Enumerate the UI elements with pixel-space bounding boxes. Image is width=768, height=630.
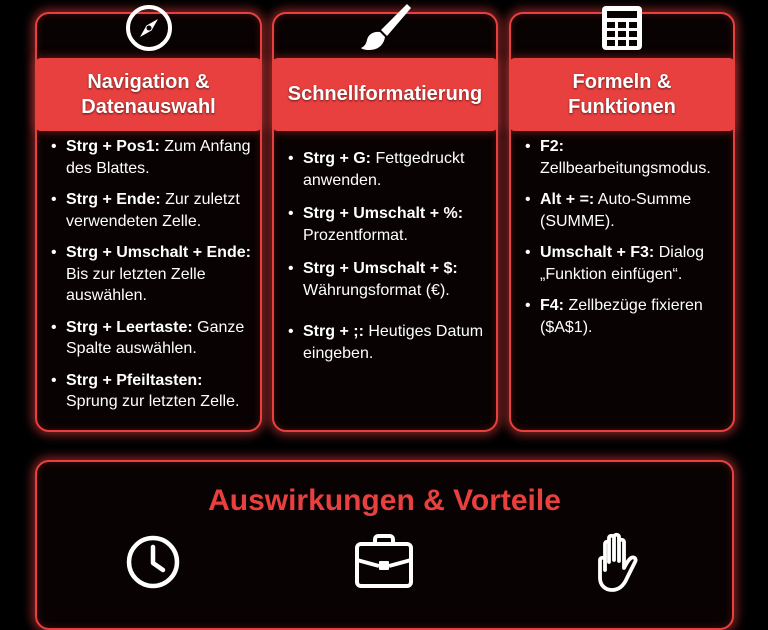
list-item: [525, 295, 725, 338]
card-header: [509, 58, 735, 131]
shortcut-key: Alt + =:: [540, 191, 595, 208]
briefcase-icon: [352, 530, 416, 594]
shortcut-description: Dialog „Funktion einfügen“.: [540, 244, 705, 283]
shortcut-description: Zum Anfang des Blattes.: [66, 138, 251, 177]
hand-icon: [585, 530, 649, 594]
list-item: [51, 317, 252, 360]
shortcut-list: [525, 136, 725, 348]
shortcut-description: Fettgedruckt anwenden.: [303, 150, 465, 189]
shortcut-key: Strg + G:: [303, 150, 372, 167]
card-formulas: [509, 12, 735, 432]
list-item: [525, 242, 725, 285]
shortcut-description: Zur zuletzt verwendeten Zelle.: [66, 191, 240, 230]
shortcut-description: Bis zur letzten Zelle auswählen.: [66, 265, 206, 304]
shortcut-description: Heutiges Datum eingeben.: [303, 323, 484, 362]
list-item: [525, 136, 725, 179]
card-title: Schnellformatierung: [287, 83, 483, 105]
compass-icon: [121, 0, 177, 56]
list-item: [51, 242, 252, 307]
shortcut-key: Strg + Pfeiltasten:: [66, 371, 203, 389]
shortcut-key: F4:: [540, 297, 564, 314]
list-item: [288, 321, 488, 364]
list-item: [51, 370, 252, 413]
clock-icon: [121, 530, 185, 594]
card-title: Navigation & Datenauswahl: [81, 70, 216, 118]
shortcut-key: Strg + Pos1:: [66, 138, 160, 155]
shortcut-key: Strg + Umschalt + Ende:: [66, 244, 251, 261]
card-formatting: [272, 12, 498, 432]
card-title: Formeln & Funktionen: [568, 70, 676, 118]
shortcut-key: Strg + Umschalt + $:: [303, 260, 458, 277]
paintbrush-icon: [357, 0, 413, 56]
shortcut-key: Strg + Umschalt + %:: [303, 205, 464, 222]
shortcut-description: Sprung zur letzten Zelle.: [66, 393, 240, 410]
list-item: [288, 258, 488, 301]
shortcut-description: Zellbearbeitungsmodus.: [540, 159, 711, 177]
benefits-panel: [35, 460, 734, 630]
shortcut-key: Strg + Leertaste:: [66, 318, 193, 336]
shortcut-key: Strg + Ende:: [66, 191, 161, 208]
list-item: [51, 189, 252, 232]
shortcut-key: Strg + ;:: [303, 323, 364, 340]
shortcut-description: Prozentformat.: [303, 226, 408, 244]
card-header: [272, 58, 498, 131]
list-item: [51, 136, 252, 179]
shortcut-list: [288, 148, 488, 376]
card-navigation: [35, 12, 262, 432]
shortcut-key: F2:: [540, 138, 564, 155]
benefits-title: Auswirkungen & Vorteile: [208, 484, 561, 517]
list-item: [525, 189, 725, 232]
list-item: [288, 148, 488, 191]
list-item: [288, 203, 488, 246]
shortcut-description: Ganze Spalte auswählen.: [66, 318, 245, 357]
shortcut-description: Zellbezüge fixieren ($A$1).: [540, 297, 703, 336]
shortcut-description: Währungsformat (€).: [303, 281, 450, 299]
shortcut-list: [51, 136, 252, 423]
shortcut-description: Auto-Summe (SUMME).: [540, 191, 692, 230]
shortcut-key: Umschalt + F3:: [540, 244, 655, 261]
card-header: [35, 58, 262, 131]
grid-icon: [594, 0, 650, 56]
